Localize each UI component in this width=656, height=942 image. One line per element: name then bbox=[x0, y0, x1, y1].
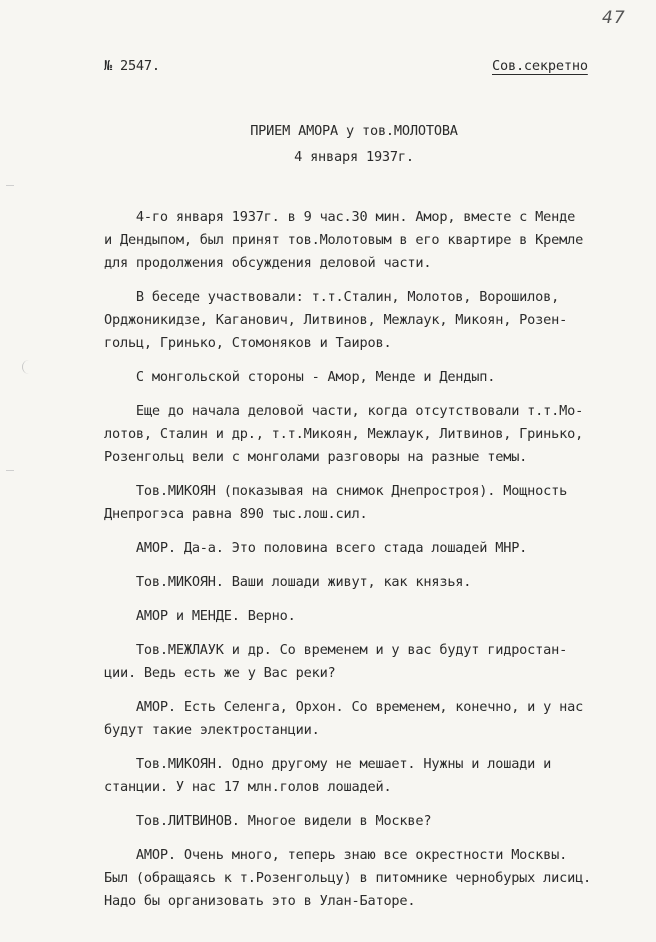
title-line-1: ПРИЕМ АМОРА у тов.МОЛОТОВА bbox=[250, 123, 458, 139]
text-line: Тов.МЕЖЛАУК и др. Со временем и у вас будут гидростан- bbox=[104, 642, 568, 658]
text-line: Еще до начала деловой части, когда отсутствовали т.т.Мо- bbox=[104, 403, 584, 419]
margin-tick bbox=[6, 185, 14, 186]
text-line: станции. У нас 17 млн.голов лошадей. bbox=[104, 779, 392, 795]
paper-mark bbox=[22, 360, 43, 374]
text-line: Тов.МИКОЯН. Ваши лошади живут, как князья. bbox=[104, 574, 472, 590]
document-body bbox=[104, 206, 628, 913]
text-line: Днепрогэса равна 890 тыс.лош.сил. bbox=[104, 506, 368, 522]
document-title bbox=[0, 123, 656, 175]
text-line: Надо бы организовать это в Улан-Баторе. bbox=[104, 893, 416, 909]
text-line: для продолжения обсуждения деловой части. bbox=[104, 255, 432, 271]
paragraph bbox=[104, 537, 628, 560]
paragraph bbox=[104, 810, 628, 833]
text-line: Тов.МИКОЯН. Одно другому не мешает. Нужны и лошади и bbox=[104, 756, 552, 772]
handwritten-page-number: 47 bbox=[602, 8, 626, 28]
classification-stamp: Сов.секретно bbox=[492, 58, 588, 74]
paragraph bbox=[104, 480, 628, 526]
paragraph bbox=[104, 844, 628, 913]
paragraph bbox=[104, 639, 628, 685]
text-line: В беседе участвовали: т.т.Сталин, Молотов, Ворошилов, bbox=[104, 289, 560, 305]
title-line-2: 4 января 1937г. bbox=[294, 149, 414, 165]
text-line: АМОР. Очень много, теперь знаю все окрестности Москвы. bbox=[104, 847, 568, 863]
text-line: ции. Ведь есть же у Вас реки? bbox=[104, 665, 336, 681]
text-line: и Дендыпом, был принят тов.Молотовым в его квартире в Кремле bbox=[104, 232, 584, 248]
text-line: АМОР. Да-а. Это половина всего стада лошадей МНР. bbox=[104, 540, 528, 556]
text-line: Орджоникидзе, Каганович, Литвинов, Межлаук, Микоян, Розен- bbox=[104, 312, 568, 328]
text-line: лотов, Сталин и др., т.т.Микоян, Межлаук, Литвинов, Гринько, bbox=[104, 426, 584, 442]
text-line: С монгольской стороны - Амор, Менде и Дендып. bbox=[104, 369, 496, 385]
paragraph bbox=[104, 206, 628, 275]
paragraph bbox=[104, 696, 628, 742]
text-line: гольц, Гринько, Стомоняков и Таиров. bbox=[104, 335, 392, 351]
paragraph bbox=[104, 571, 628, 594]
text-line: 4-го января 1937г. в 9 час.30 мин. Амор, вместе с Менде bbox=[104, 209, 576, 225]
paragraph bbox=[104, 753, 628, 799]
margin-tick bbox=[6, 470, 14, 471]
text-line: АМОР. Есть Селенга, Орхон. Со временем, конечно, и у нас bbox=[104, 699, 584, 715]
paragraph bbox=[104, 286, 628, 355]
text-line: Тов.ЛИТВИНОВ. Многое видели в Москве? bbox=[104, 813, 432, 829]
text-line: АМОР и МЕНДЕ. Верно. bbox=[104, 608, 296, 624]
document-number: № 2547. bbox=[104, 58, 160, 74]
paragraph bbox=[104, 400, 628, 469]
paragraph bbox=[104, 605, 628, 628]
text-line: Тов.МИКОЯН (показывая на снимок Днепростроя). Мощность bbox=[104, 483, 568, 499]
text-line: Был (обращаясь к т.Розенгольцу) в питомнике чернобурых лисиц. bbox=[104, 870, 592, 886]
text-line: Розенгольц вели с монголами разговоры на разные темы. bbox=[104, 449, 528, 465]
paragraph bbox=[104, 366, 628, 389]
text-line: будут такие электростанции. bbox=[104, 722, 320, 738]
